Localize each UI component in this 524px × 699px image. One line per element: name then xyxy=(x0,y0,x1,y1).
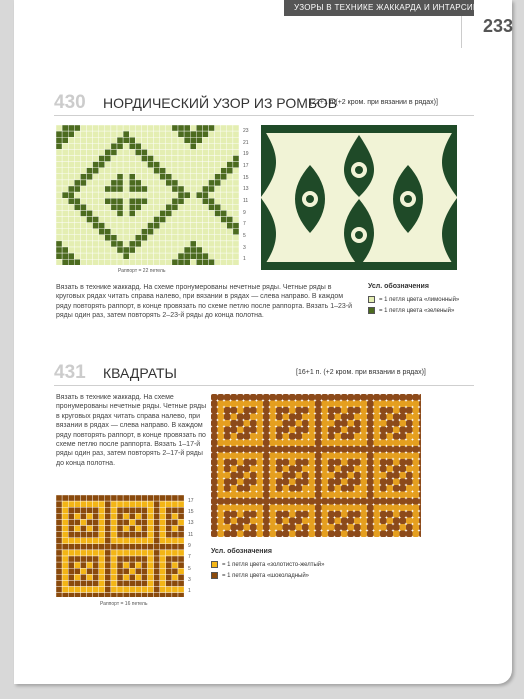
section-430-number: 430 xyxy=(54,92,86,113)
row-number: 19 xyxy=(243,151,249,158)
legend-430-title: Усл. обозначения xyxy=(368,283,429,290)
row-number: 1 xyxy=(188,588,191,595)
knit-sample-430-photo xyxy=(261,125,457,270)
row-number: 11 xyxy=(188,531,194,538)
pattern-430-legend xyxy=(368,283,488,318)
legend-431-label-gold: = 1 петля цвета «золотисто-желтый» xyxy=(222,561,325,568)
row-number: 9 xyxy=(243,209,246,216)
row-number: 13 xyxy=(243,186,249,193)
pattern-431-legend xyxy=(211,548,411,583)
section-430-header xyxy=(54,92,474,116)
legend-430-item-light xyxy=(368,296,488,303)
row-number: 7 xyxy=(243,221,246,228)
section-430-note: [22+1 п.(+2 кром. при вязании в рядах)] xyxy=(310,99,438,106)
row-number: 7 xyxy=(188,554,191,561)
knit-sample-431-photo xyxy=(211,394,421,537)
row-number: 9 xyxy=(188,543,191,549)
row-number: 15 xyxy=(188,509,194,515)
running-header xyxy=(284,0,480,16)
legend-431-item-gold xyxy=(211,561,411,568)
legend-430-item-dark xyxy=(368,307,488,314)
chart-430-repeat-label: Раппорт = 22 петель xyxy=(118,268,166,274)
chart-431-repeat-label: Раппорт = 16 петель xyxy=(100,601,148,607)
pattern-430-description xyxy=(56,283,354,321)
chart-430-grid xyxy=(56,125,240,265)
legend-430-swatch-dark xyxy=(368,307,375,314)
section-431-title: КВАДРАТЫ xyxy=(103,365,177,381)
page-number: 233 xyxy=(482,16,514,36)
row-number: 17 xyxy=(188,497,194,504)
legend-430-label-light: = 1 петля цвета «лимонный» xyxy=(379,296,460,303)
row-number: 21 xyxy=(243,139,249,146)
chart-430-row-numbers xyxy=(243,125,255,265)
row-number: 5 xyxy=(243,232,246,239)
pattern-430-description-text: Вязать в технике жаккард. На схеме пронумерованы нечетные ряды. Четные ряды в круговых рядах читать справа налево, при вязании в рядах — слева направо. В каждом ряду повторять раппорт, в конце провязать по схеме петлю после раппорта. Вязать 1–23-й ряды один раз, затем повторять 2–23-й ряды до конца полотна. xyxy=(56,284,353,320)
pattern-431-description xyxy=(56,393,208,468)
legend-431-swatch-gold xyxy=(211,561,218,568)
row-number: 13 xyxy=(188,520,194,527)
row-number: 1 xyxy=(243,256,246,263)
legend-431-label-brown: = 1 петля цвета «шоколадный» xyxy=(222,572,310,579)
section-431-note: [16+1 п. (+2 кром. при вязании в рядах)] xyxy=(296,369,426,376)
legend-431-title: Усл. обозначения xyxy=(211,548,272,555)
section-430-title: НОРДИЧЕСКИЙ УЗОР ИЗ РОМБОВ xyxy=(103,95,338,111)
row-number: 3 xyxy=(243,244,246,251)
section-431-header xyxy=(54,362,474,386)
legend-430-label-dark: = 1 петля цвета «зеленый» xyxy=(379,307,455,314)
legend-431-swatch-brown xyxy=(211,572,218,579)
legend-430-swatch-light xyxy=(368,296,375,303)
chart-431-row-numbers xyxy=(188,495,200,597)
row-number: 11 xyxy=(243,197,249,204)
legend-431-item-brown xyxy=(211,572,411,579)
row-number: 17 xyxy=(243,162,249,169)
pattern-431-description-text: Вязать в технике жаккард. На схеме пронумерованы нечетные ряды. Четные ряды в круговых рядах читать справа налево, при вязании в рядах — слева направо. В каждом ряду повторять раппорт, в конце провязать по схеме петлю после раппорта. Вязать 1–17-й ряды один раз, затем повторять 2–17-й ряды до конца полотна. xyxy=(56,394,207,467)
section-431-number: 431 xyxy=(54,362,86,383)
row-number: 5 xyxy=(188,565,191,572)
row-number: 23 xyxy=(243,127,249,134)
chart-431-grid xyxy=(56,495,184,597)
row-number: 3 xyxy=(188,577,191,583)
book-page xyxy=(14,0,512,684)
running-title: УЗОРЫ В ТЕХНИКЕ ЖАККАРДА И ИНТАРСИИ xyxy=(294,3,480,12)
row-number: 15 xyxy=(243,174,249,181)
